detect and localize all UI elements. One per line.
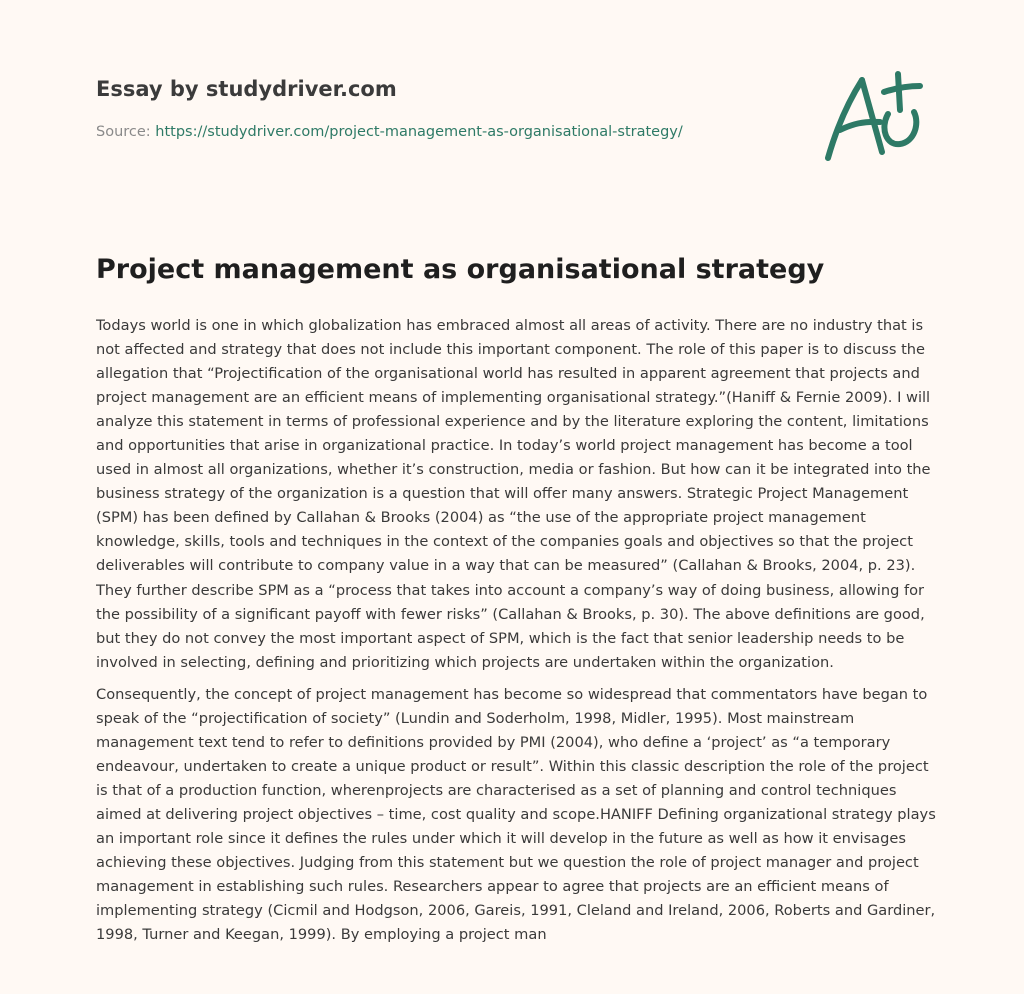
source-line [96, 124, 683, 140]
essay-body [96, 314, 941, 980]
essay-title: Project management as organisational strategy [96, 254, 825, 285]
site-header-title: Essay by studydriver.com [96, 77, 397, 101]
paragraph: Todays world is one in which globalization has embraced almost all areas of activity. There are no industry that is not affected and strategy that does not include this important component. The role of this paper is to discuss the allegation that “Projectification of the organisational world has resulted in apparent agreement that projects and project management are an efficient means of implementing organisational strategy.”(Haniff & Fernie 2009). I will analyze this statement in terms of professional experience and by the literature exploring the content, limitations and opportunities that arise in organizational practice. In today’s world project management has become a tool used in almost all organizations, whether it’s construction, media or fashion. But how can it be integrated into the business strategy of the organization is a question that will offer many answers. Strategic Project Management (SPM) has been defined by Callahan & Brooks (2004) as “the use of the appropriate project management knowledge, skills, tools and techniques in the context of the companies goals and objectives so that the project deliverables will contribute to company value in a way that can be measured” (Callahan & Brooks, 2004, p. 23). They further describe SPM as a “process that takes into account a company’s way of doing business, allowing for the possibility of a significant payoff with fewer risks” (Callahan & Brooks, p. 30). The above definitions are good, but they do not convey the most important aspect of SPM, which is the fact that senior leadership needs to be involved in selecting, defining and prioritizing which projects are undertaken within the organization. [96, 317, 931, 671]
source-label: Source: [96, 124, 151, 140]
source-link[interactable]: https://studydriver.com/project-management-as-organisational-strategy/ [155, 124, 683, 140]
a-plus-icon [818, 66, 930, 166]
paragraph: Consequently, the concept of project management has become so widespread that commentators have began to speak of the “projectification of society” (Lundin and Soderholm, 1998, Midler, 1995). Most mainstream management text tend to refer to definitions provided by PMI (2004), who define a ‘project’ as “a temporary endeavour, undertaken to create a unique product or result”. Within this classic description the role of the project is that of a production function, wherenprojects are characterised as a set of planning and control techniques aimed at delivering project objectives – time, cost quality and scope.HANIFF Defining organizational strategy plays an important role since it defines the rules under which it will develop in the future as well as how it envisages achieving these objectives. Judging from this statement but we question the role of project manager and project management in establishing such rules. Researchers appear to agree that projects are an efficient means of implementing strategy (Cicmil and Hodgson, 2006, Gareis, 1991, Cleland and Ireland, 2006, Roberts and Gardiner, 1998, Turner and Keegan, 1999). By employing a project man [96, 685, 936, 944]
